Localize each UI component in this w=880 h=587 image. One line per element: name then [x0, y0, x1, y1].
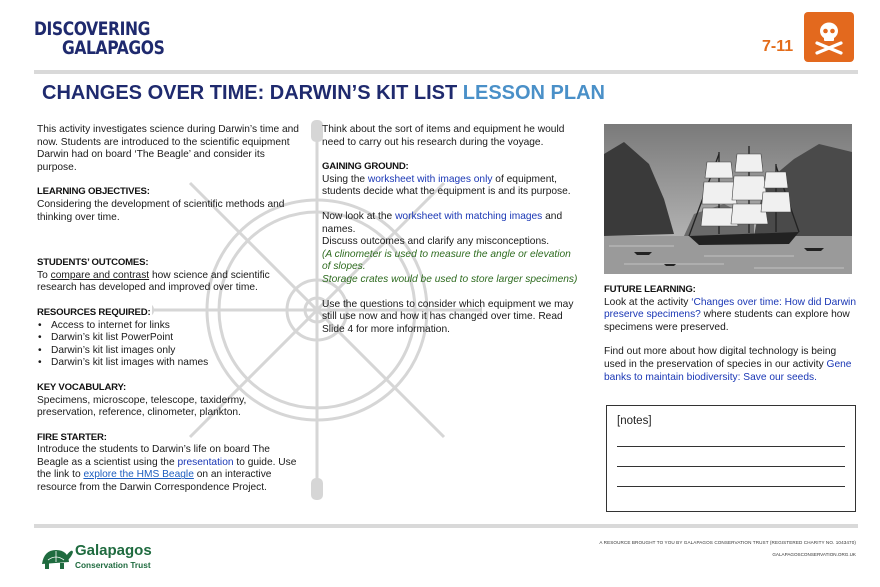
footer-rule	[34, 524, 858, 528]
right-column	[604, 284, 856, 396]
questions-text: Use the questions to consider which equipment we may still use now and how it has changed over time. Read Slide 4 for more information.	[322, 298, 574, 335]
notes-box[interactable]	[606, 405, 856, 512]
list-item: • Access to internet for links	[37, 320, 299, 333]
resources-list	[37, 320, 299, 370]
future-heading: FUTURE LEARNING:	[604, 284, 696, 295]
future-post: where students can explore how specimens were preserved.	[604, 309, 850, 333]
more-text	[604, 346, 856, 384]
clinometer-note: (A clinometer is used to measure the angle or elevation of slopes.	[322, 248, 571, 273]
outcomes-heading: STUDENTS’ OUTCOMES:	[37, 257, 149, 269]
vocab-heading: KEY VOCABULARY:	[37, 381, 127, 393]
objectives-text: Considering the development of scientific methods and thinking over time.	[37, 198, 285, 223]
presentation-link[interactable]: presentation	[177, 456, 234, 468]
look-text	[322, 211, 578, 287]
starter-text	[37, 444, 299, 494]
age-range: 7-11	[762, 38, 794, 55]
outcomes-pre: To	[37, 269, 51, 281]
starter-post: on an interactive resource from the Darwin Correspondence Project.	[37, 469, 272, 494]
more-pre: Find out more about how digital technology is being used in the preservation of species in our activity	[604, 346, 837, 370]
ground-text	[322, 174, 578, 199]
tortoise-icon	[38, 542, 74, 572]
page-title-suffix: LESSON PLAN	[462, 82, 606, 104]
notes-label: [notes]	[617, 415, 652, 427]
resources-heading: RESOURCES REQUIRED:	[37, 306, 151, 318]
notes-line	[617, 446, 845, 447]
list-item: • Darwin’s kit list images only	[37, 345, 299, 358]
list-item: • Darwin’s kit list PowerPoint	[37, 332, 299, 345]
skull-crossbones-icon	[804, 12, 854, 62]
outcomes-underlined: compare and contrast	[50, 269, 150, 281]
brand-line-2: GALAPAGOS	[62, 37, 165, 59]
page-title-main: CHANGES OVER TIME: DARWIN’S KIT LIST	[42, 82, 458, 104]
brand-line-1: DISCOVERING	[34, 18, 151, 40]
look-pre: Now look at the	[322, 210, 396, 222]
logo-line-2: Conservation Trust	[75, 560, 151, 570]
notes-line	[617, 486, 845, 487]
worksheet-matching-images-link[interactable]: worksheet with matching images	[395, 210, 543, 222]
page-title	[42, 82, 605, 105]
discuss-text: Discuss outcomes and clarify any misconceptions.	[322, 236, 550, 248]
footer-credit: A RESOURCE BROUGHT TO YOU BY GALAPAGOS CONSERVATION TRUST (REGISTERED CHARITY NO. 1043470)	[599, 540, 856, 545]
discovering-galapagos-logo	[34, 20, 174, 58]
future-text	[604, 297, 856, 335]
logo-line-1: Galapagos	[75, 542, 152, 559]
starter-pre: Introduce the students to Darwin’s life on board The Beagle as a scientist using the	[37, 444, 270, 468]
ground-post: of equipment, students decide what the equipment is and its purpose.	[322, 173, 571, 198]
worksheet-images-only-link[interactable]: worksheet with images only	[367, 173, 493, 185]
outcomes-post: how science and scientific research has developed and improved over time.	[37, 269, 270, 294]
ground-pre: Using the	[322, 173, 368, 185]
list-item: • Darwin’s kit list images with names	[37, 357, 299, 370]
left-column	[37, 124, 299, 507]
galapagos-conservation-trust-logo	[38, 540, 178, 574]
starter-heading: FIRE STARTER:	[37, 431, 107, 443]
explore-hms-beagle-link[interactable]: explore the HMS Beagle	[83, 469, 194, 481]
ground-heading: GAINING GROUND:	[322, 161, 409, 173]
notes-line	[617, 466, 845, 467]
ship-illustration	[604, 124, 852, 274]
vocab-text: Specimens, microscope, telescope, taxidermy, preservation, reference, clinometer, plankton.	[37, 394, 247, 419]
storage-note: Storage crates would be used to store larger specimens)	[322, 273, 578, 285]
objectives-heading: LEARNING OBJECTIVES:	[37, 186, 150, 198]
gene-banks-link[interactable]: Gene banks to maintain biodiversity: Save our seeds.	[604, 358, 852, 383]
preserve-specimens-link[interactable]: ‘Changes over time: How did Darwin preserve specimens?	[604, 296, 856, 321]
think-paragraph: Think about the sort of items and equipment he would need to carry out his research during the voyage.	[322, 124, 565, 148]
intro-paragraph: This activity investigates science during Darwin’s time and now. Students are introduced to the scientific equipment Darwin had on board ‘The Beagle’ and consider its purpose.	[37, 124, 299, 173]
starter-mid: to guide. Use the link to	[37, 456, 297, 481]
look-post: and names.	[322, 210, 563, 235]
header-rule	[34, 70, 858, 74]
middle-column	[322, 124, 578, 348]
outcomes-text	[37, 270, 299, 295]
footer-url[interactable]: GALAPAGOSCONSERVATION.ORG.UK	[772, 552, 856, 557]
future-pre: Look at the activity	[604, 296, 692, 308]
